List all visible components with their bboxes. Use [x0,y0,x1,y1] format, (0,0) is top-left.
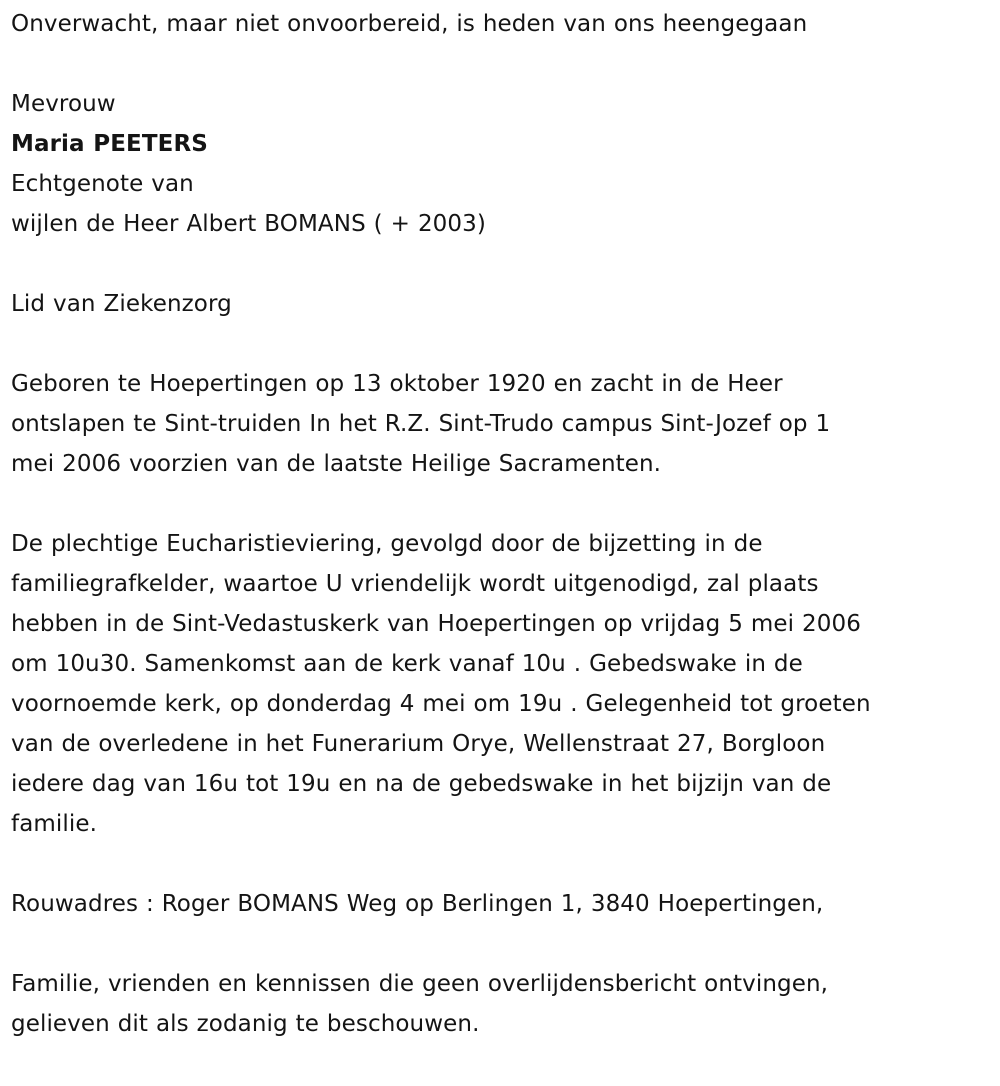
deceased-name: Maria PEETERS [11,131,208,157]
closing-paragraph [11,964,992,1044]
paragraph-line: om 10u30. Samenkomst aan de kerk vanaf 10u . Gebedswake in de [11,651,803,677]
spacer [11,844,992,884]
paragraph-line: voornoemde kerk, op donderdag 4 mei om 19u . Gelegenheid tot groeten [11,691,871,717]
honorific: Mevrouw [11,91,116,117]
spouse: wijlen de Heer Albert BOMANS ( + 2003) [11,211,486,237]
paragraph-line: van de overledene in het Funerarium Orye, Wellenstraat 27, Borgloon [11,731,826,757]
birth-death-paragraph [11,364,992,484]
paragraph-line: Geboren te Hoepertingen op 13 oktober 1920 en zacht in de Heer [11,371,783,397]
paragraph-line: iedere dag van 16u tot 19u en na de gebedswake in het bijzijn van de [11,771,832,797]
paragraph-line: Familie, vrienden en kennissen die geen overlijdensbericht ontvingen, [11,971,829,997]
spacer [11,44,992,84]
mourning-address: Rouwadres : Roger BOMANS Weg op Berlingen 1, 3840 Hoepertingen, [11,891,824,917]
paragraph-line: familiegrafkelder, waartoe U vriendelijk wordt uitgenodigd, zal plaats [11,571,819,597]
spacer [11,924,992,964]
membership: Lid van Ziekenzorg [11,291,232,317]
paragraph-line: gelieven dit als zodanig te beschouwen. [11,1011,480,1037]
relation: Echtgenote van [11,171,194,197]
paragraph-line: familie. [11,811,98,837]
paragraph-line: ontslapen te Sint-truiden In het R.Z. Sint-Trudo campus Sint-Jozef op 1 [11,411,831,437]
paragraph-line: hebben in de Sint-Vedastuskerk van Hoepertingen op vrijdag 5 mei 2006 [11,611,861,637]
intro-line: Onverwacht, maar niet onvoorbereid, is heden van ons heengegaan [11,11,808,37]
spacer [11,324,992,364]
ceremony-paragraph [11,524,992,844]
paragraph-line: De plechtige Eucharistieviering, gevolgd door de bijzetting in de [11,531,763,557]
paragraph-line: mei 2006 voorzien van de laatste Heilige Sacramenten. [11,451,662,477]
spacer [11,244,992,284]
spacer [11,484,992,524]
